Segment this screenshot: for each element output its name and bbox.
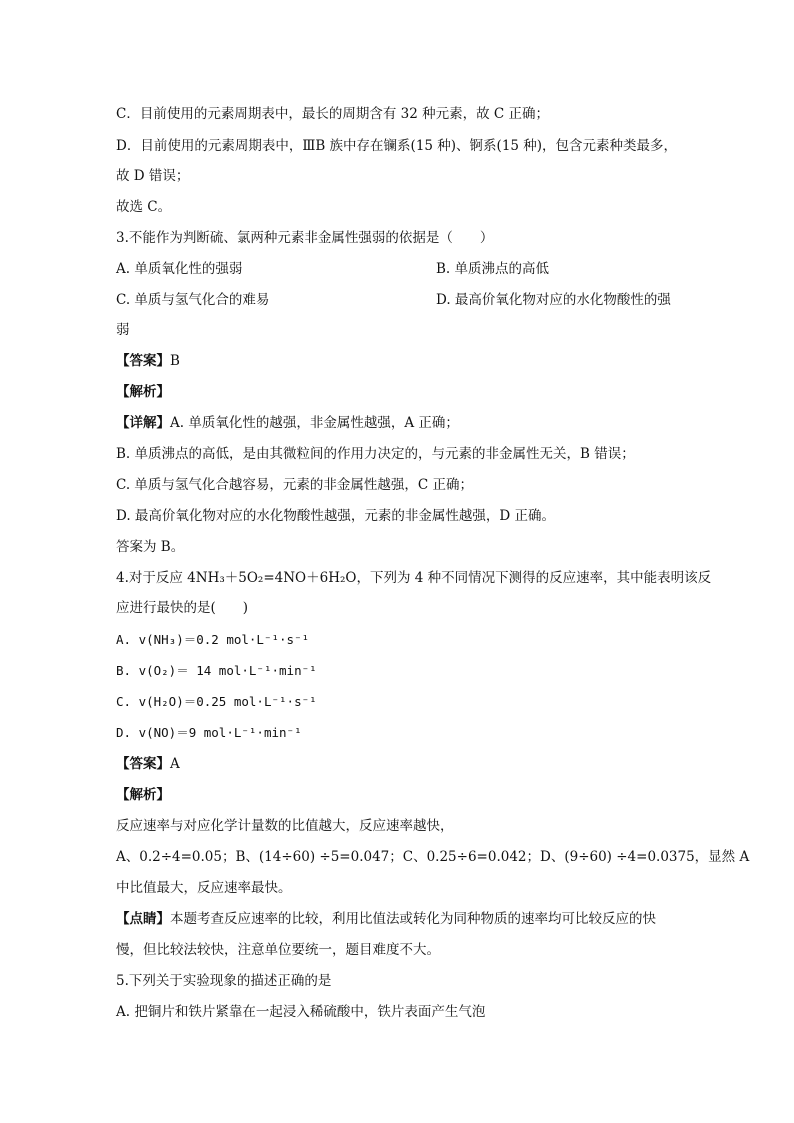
q4-analysis-tag: 【解析】 xyxy=(116,787,170,803)
q3-detail-d: D. 最高价氧化物对应的水化物酸性越强，元素的非金属性越强，D 正确。 xyxy=(116,508,556,524)
q2-option-d-explanation-cont: 故 D 错误； xyxy=(116,168,190,184)
answer-tag: 【答案】 xyxy=(116,353,170,369)
q3-conclusion: 答案为 B。 xyxy=(116,539,185,555)
answer-tag: 【答案】 xyxy=(116,756,170,772)
q4-answer xyxy=(116,754,180,774)
q3-option-a: A. 单质氧化性的强弱 xyxy=(116,261,243,277)
q4-option-d: D. v(NO)＝9 mol·L⁻¹·min⁻¹ xyxy=(116,725,302,740)
q3-option-d: D. 最高价氧化物对应的水化物酸性的强 xyxy=(436,292,671,308)
q4-stem-line2: 应进行最快的是( ) xyxy=(116,600,249,616)
q3-detail-b: B. 单质沸点的高低，是由其微粒间的作用力决定的，与元素的非金属性无关，B 错误； xyxy=(116,446,635,462)
q2-option-c-explanation: C．目前使用的元素周期表中，最长的周期含有 32 种元素，故 C 正确； xyxy=(116,106,550,122)
q5-stem: 5.下列关于实验现象的描述正确的是 xyxy=(116,973,332,989)
q2-choice: 故选 C。 xyxy=(116,199,172,215)
q4-comment-cont: 慢，但比较法较快，注意单位要统一，题目难度不大。 xyxy=(116,942,440,958)
answer-value: A xyxy=(170,756,180,772)
q3-detail-c: C. 单质与氢气化合越容易，元素的非金属性越强，C 正确； xyxy=(116,477,474,493)
q4-explanation-1: 反应速率与对应化学计量数的比值越大，反应速率越快， xyxy=(116,818,454,834)
q3-detail-a xyxy=(116,413,459,433)
detail-tag: 【详解】 xyxy=(116,415,170,431)
q3-answer xyxy=(116,351,180,371)
q3-analysis-tag: 【解析】 xyxy=(116,384,170,400)
q4-explanation-3: 中比值最大，反应速率最快。 xyxy=(116,880,292,896)
q4-option-c: C. v(H₂O)＝0.25 mol·L⁻¹·s⁻¹ xyxy=(116,694,317,709)
q4-option-b: B. v(O₂)＝ 14 mol·L⁻¹·min⁻¹ xyxy=(116,663,317,678)
q3-option-d-cont: 弱 xyxy=(116,322,130,338)
q3-option-b: B. 单质沸点的高低 xyxy=(436,261,550,277)
comment-tag: 【点睛】 xyxy=(116,911,170,927)
comment-text: 本题考查反应速率的比较，利用比值法或转化为同种物质的速率均可比较反应的快 xyxy=(170,911,656,927)
q4-option-a: A. v(NH₃)＝0.2 mol·L⁻¹·s⁻¹ xyxy=(116,632,310,647)
q5-option-a: A. 把铜片和铁片紧靠在一起浸入稀硫酸中，铁片表面产生气泡 xyxy=(116,1004,486,1020)
answer-value: B xyxy=(170,353,180,369)
q3-option-c: C. 单质与氢气化合的难易 xyxy=(116,292,270,308)
q4-comment xyxy=(116,909,656,929)
q4-stem-line1: 4.对于反应 4NH₃＋5O₂=4NO＋6H₂O，下列为 4 种不同情况下测得的反应速率，其中能表明该反 xyxy=(116,570,712,586)
q3-stem: 3.不能作为判断硫、氯两种元素非金属性强弱的依据是（ ） xyxy=(116,230,494,246)
q4-explanation-2: A、0.2÷4=0.05；B、(14÷60) ÷5=0.047；C、0.25÷6=0.042；D、(9÷60) ÷4=0.0375，显然 A xyxy=(116,849,750,865)
detail-text: A. 单质氧化性的越强，非金属性越强，A 正确； xyxy=(170,415,459,431)
q2-option-d-explanation: D．目前使用的元素周期表中，ⅢB 族中存在镧系(15 种)、锕系(15 种)，包含元素种类最多， xyxy=(116,138,678,154)
